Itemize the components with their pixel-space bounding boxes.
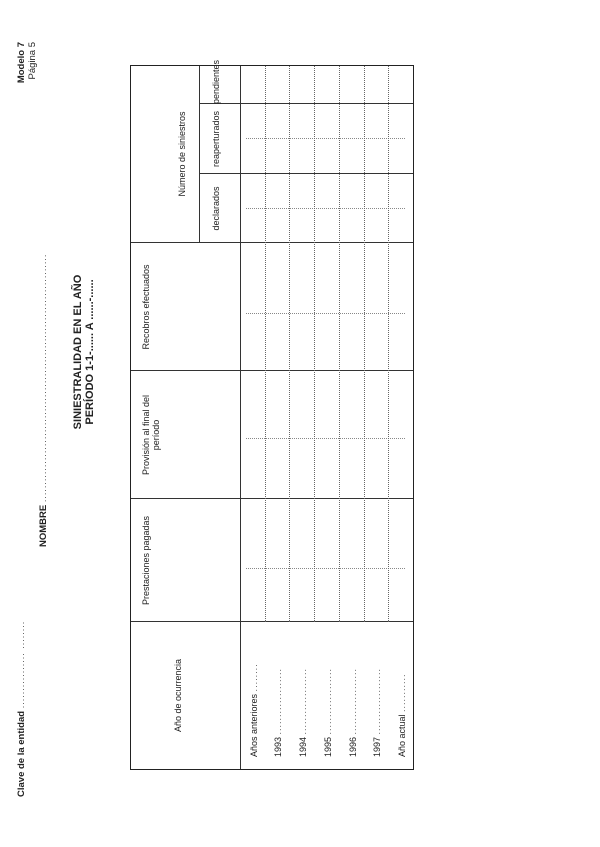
clave-entidad-dots: ................ ........ [16,620,26,709]
group-header-line [199,66,200,243]
row-line [388,66,389,622]
column-divider [131,498,413,499]
header-bottom-line [240,66,241,769]
nombre-label: NOMBRE [38,504,49,547]
clave-entidad-field [16,621,27,797]
row-line [314,66,315,622]
siniestralidad-table [130,59,414,770]
row-line [339,66,340,622]
row-label-text: Año actual [397,714,407,757]
row-label-text: 1993 [273,736,284,757]
column-divider [199,173,413,174]
col-header-recobros: Recobros efectuados [141,264,151,350]
row-label-dots: ........ [248,663,259,692]
cell-guide [246,313,405,314]
col-header-pendientes: pendientes [211,59,221,104]
row-label-dots: ................... [322,667,333,735]
nombre-dots: ....................................................................... [38,253,48,503]
row-label-anos-anteriores [249,663,259,757]
column-divider [131,242,413,243]
column-divider [131,370,413,371]
modelo-label: Modelo 7 [16,42,27,84]
row-label-1994 [298,668,308,757]
col-header-prestaciones: Prestaciones pagadas [141,515,151,606]
row-label-1993 [273,668,283,757]
row-label-dots: ................... [372,667,383,735]
cell-guide [246,138,405,139]
row-label-dots: ........... [397,673,407,712]
row-label-text: 1994 [298,736,309,757]
row-line [289,66,290,622]
row-label-1995 [323,668,333,757]
row-label-dots: ................... [347,667,358,735]
model-info [16,42,38,162]
row-label-text: Años anteriores [248,693,259,757]
row-label-text: 1997 [372,736,383,757]
form-title [72,202,96,502]
pagina-label: Página 5 [27,42,38,80]
col-header-provision: Provisión al final del período [141,394,161,476]
cell-guide [246,568,405,569]
col-header-ano: Año de ocurrencia [173,658,183,733]
clave-entidad-label: Clave de la entidad [16,710,27,797]
col-header-reaperturados: reaperturados [211,110,221,168]
nombre-field [38,254,49,547]
title-line-2: PERÍODO 1-1-...... A ......-...... [84,279,96,425]
row-label-dots: ................... [298,667,309,735]
row-line [364,66,365,622]
row-label-1997 [372,668,382,757]
col-header-declarados: declarados [211,186,221,231]
row-line [265,66,266,622]
row-label-text: 1995 [322,736,333,757]
title-line-1: SINIESTRALIDAD EN EL AÑO [72,274,84,430]
col-header-numero-siniestros: Número de siniestros [177,111,187,197]
cell-guide [246,438,405,439]
column-divider [199,103,413,104]
row-label-dots: ................... [273,667,284,735]
cell-guide [246,208,405,209]
row-label-text: 1996 [347,736,358,757]
row-label-ano-actual [397,673,407,757]
row-label-1996 [348,668,358,757]
